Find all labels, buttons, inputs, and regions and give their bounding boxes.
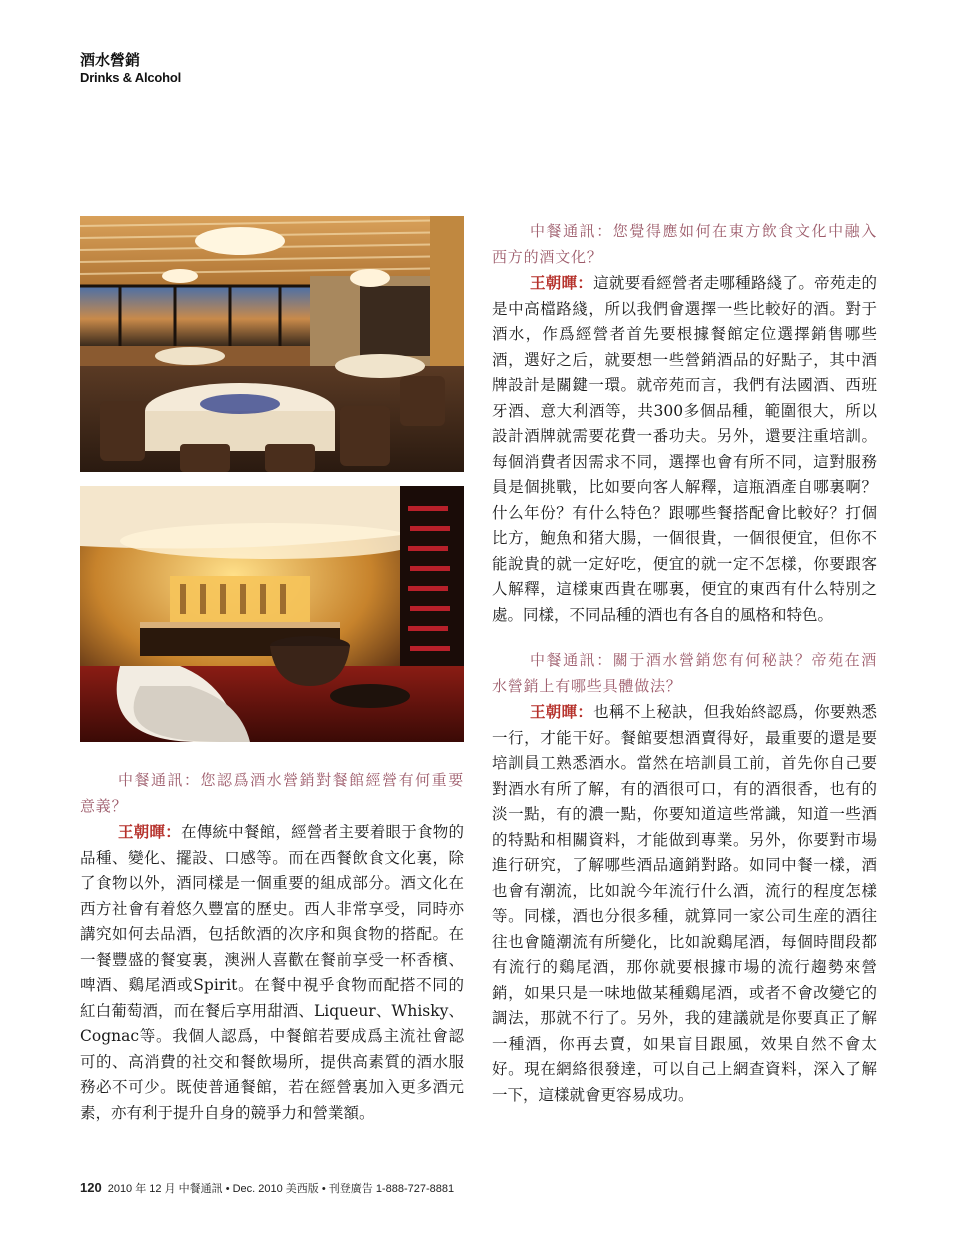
interview-answer [492,270,877,628]
page-header [80,50,181,86]
restaurant-bar-wine-wall-photo [80,486,464,742]
right-text-column [492,219,877,1108]
page-footer [80,1180,454,1196]
restaurant-dining-room-photo [80,216,464,472]
footer-text: 2010 年 12 月 中餐通訊 • Dec. 2010 美西版 • 刊登廣告 1-888-727-8881 [107,1183,455,1195]
section-title-en: Drinks & Alcohol [80,70,182,85]
interview-question: 中餐通訊：您認爲酒水營銷對餐館經營有何重要意義？ [80,771,464,815]
page-number: 120 [80,1180,102,1195]
speaker-label: 王朝暉： [118,822,181,841]
left-text-column [80,768,464,1126]
interview-question: 中餐通訊：關于酒水營銷您有何秘訣？帝苑在酒水營銷上有哪些具體做法？ [492,651,877,695]
interview-answer [80,819,464,1126]
answer-text: 在傳統中餐館，經營者主要着眼于食物的品種、變化、擺設、口感等。而在西餐飲食文化裏，除了食物以外，酒同樣是一個重要的組成部分。酒文化在西方社會有着悠久豐富的歷史。西人非常享受，同時亦講究如何去品酒，包括飲酒的次序和與食物的搭配。在一餐豐盛的餐宴裏，澳洲人喜歡在餐前享受一杯香檳、啤酒、鷄尾酒或Spirit。在餐中視乎食物而配搭不同的紅白葡萄酒，而在餐后享用甜酒、Liqueur、Whisky、Cognac等。我個人認爲，中餐館若要成爲主流社會認可的、高消費的社交和餐飲場所，提供高素質的酒水服務必不可少。既使普通餐館，若在經營裏加入更多酒元素，亦有利于提升自身的競爭力和營業額。 [80,823,464,1122]
spacer [492,628,877,648]
speaker-label: 王朝暉： [530,702,594,721]
answer-text: 也稱不上秘訣，但我始終認爲，你要熟悉一行，才能干好。餐館要想酒賣得好，最重要的還是要培訓員工熟悉酒水。當然在培訓員工前，首先你自己要對酒水有所了解，有的酒很可口，有的酒很香，也有的淡一點，有的濃一點，你要知道這些常識，知道一些酒的特點和相關資料，才能做到專業。另外，你要對市場進行研究，了解哪些酒品適銷對路。如同中餐一樣，酒也會有潮流，比如說今年流行什么酒，流行的程度怎樣等。同樣，酒也分很多種，就算同一家公司生産的酒往往也會隨潮流有所變化，比如說鷄尾酒，每個時間段都有流行的鷄尾酒，那你就要根據市場的流行趨勢來營銷，如果只是一味地做某種鷄尾酒，或者不會改變它的調法，那就不行了。另外，我的建議就是你要真正了解一種酒，你再去賣，如果盲目跟風，效果自然不會太好。現在網絡很發達，可以自己上網查資料，深入了解一下，這樣就會更容易成功。 [492,703,877,1104]
speaker-label: 王朝暉： [530,273,594,292]
answer-text: 這就要看經營者走哪種路綫了。帝苑走的是中高檔路綫，所以我們會選擇一些比較好的酒。對于酒水，作爲經營者首先要根據餐館定位選擇銷售哪些酒，選好之后，就要想一些營銷酒品的好點子，其中酒牌設計是關鍵一環。就帝苑而言，我們有法國酒、西班牙酒、意大利酒等，共300多個品種，範圍很大，所以設計酒牌就需要花費一番功夫。另外，還要注重培訓。每個消費者因需求不同，選擇也會有所不同，這對服務員是個挑戰，比如要向客人解釋，這瓶酒產自哪裏啊？什么年份？有什么特色？跟哪些餐搭配會比較好？打個比方，鮑魚和猪大腸，一個很貴，一個很便宜，但你不能說貴的就一定好吃，便宜的就一定不怎樣，你要跟客人解釋，這樣東西貴在哪裏，便宜的東西有什么特別之處。同樣，不同品種的酒也有各自的風格和特色。 [492,274,877,624]
interview-question: 中餐通訊：您覺得應如何在東方飲食文化中融入西方的酒文化？ [492,222,877,266]
section-title-cn: 酒水營銷 [80,51,141,69]
interview-answer [492,699,877,1108]
